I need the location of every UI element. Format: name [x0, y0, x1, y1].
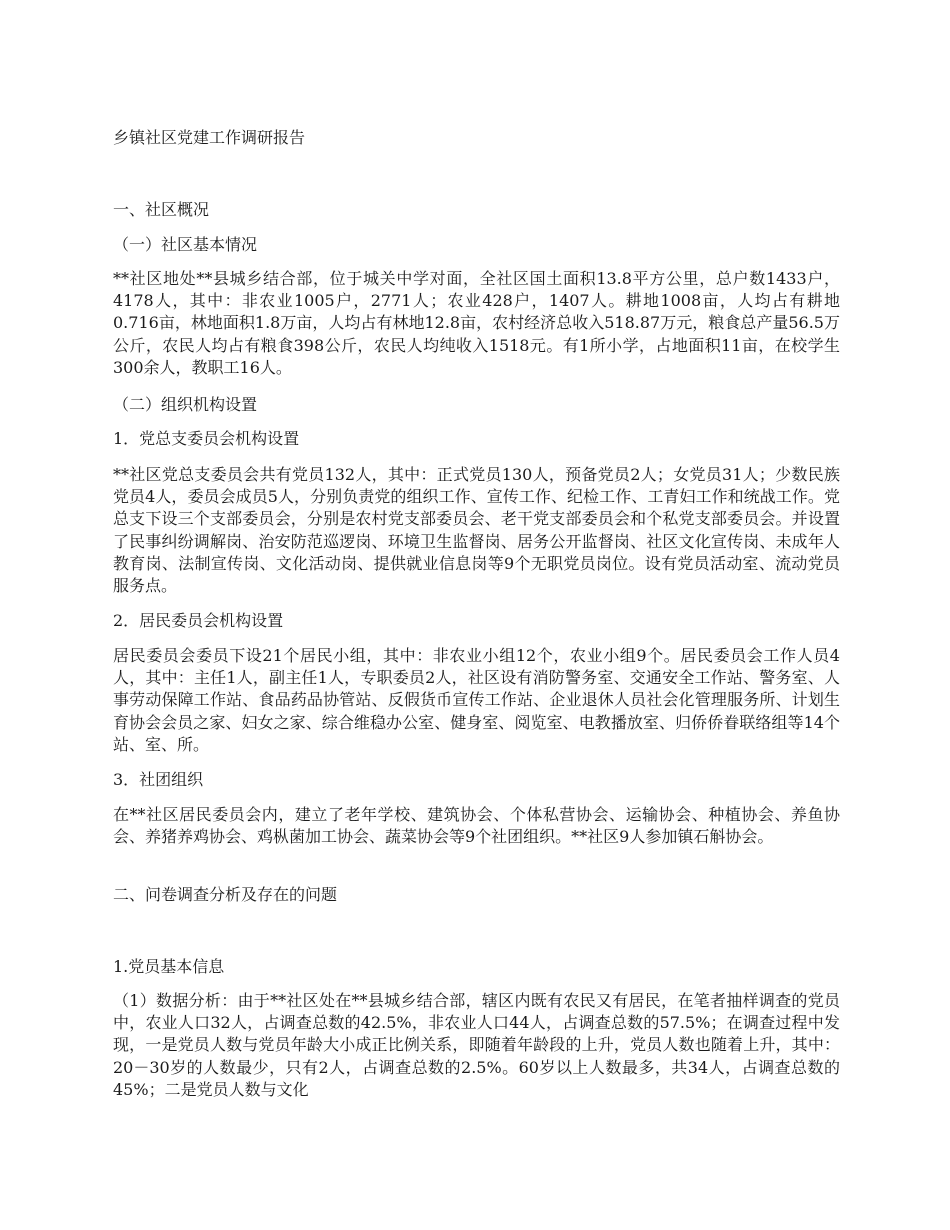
paragraph-basic-info: **社区地处**县城乡结合部，位于城关中学对面，全社区国土面积13.8平方公里，总户数1433户，4178人，其中：非农业1005户，2771人；农业428户，1407人。耕地1008亩，人均占有耕地0.716亩，林地面积1.8万亩，人均占有林地12.8亩，农村经济总收入518.87万元，粮食总产量56.5万公斤，农民人均占有粮食398公斤，农民人均纯收入1518元。有1所小学，占地面积11亩，在校学生300余人，教职工16人。 [113, 269, 840, 377]
item-heading-party-committee: 1．党总支委员会机构设置 [113, 429, 300, 448]
paragraph-residents-committee: 居民委员会委员下设21个居民小组，其中：非农业小组12个，农业小组9个。居民委员会工作人员4人，其中：主任1人，副主任1人，专职委员2人，社区设有消防警务室、交通安全工作站、警务室、人事劳动保障工作站、食品药品协管站、反假货币宣传工作站、企业退休人员社会化管理服务所、计划生育协会会员之家、妇女之家、综合维稳办公室、健身室、阅览室、电教播放室、归侨侨眷联络组等14个站、室、所。 [113, 646, 840, 754]
item-heading-residents-committee: 2．居民委员会机构设置 [113, 611, 284, 630]
document-title: 乡镇社区党建工作调研报告 [113, 128, 306, 147]
section-heading-overview: 一、社区概况 [113, 200, 210, 219]
item-heading-member-info: 1.党员基本信息 [113, 957, 225, 976]
paragraph-party-committee: **社区党总支委员会共有党员132人，其中：正式党员130人，预备党员2人；女党员31人；少数民族党员4人，委员会成员5人，分别负责党的组织工作、宣传工作、纪检工作、工青妇工作和统战工作。党总支下设三个支部委员会，分别是农村党支部委员会、老干党支部委员会和个私党支部委员会。并设置了民事纠纷调解岗、治安防范巡逻岗、环境卫生监督岗、居务公开监督岗、社区文化宣传岗、未成年人教育岗、法制宣传岗、文化活动岗、提供就业信息岗等9个无职党员岗位。设有党员活动室、流动党员服务点。 [113, 465, 840, 596]
subsection-heading-basic-info: （一）社区基本情况 [113, 235, 258, 254]
paragraph-member-info: （1）数据分析：由于**社区处在**县城乡结合部，辖区内既有农民又有居民，在笔者抽样调查的党员中，农业人口32人，占调查总数的42.5%，非农业人口44人，占调查总数的57.5%；在调查过程中发现，一是党员人数与党员年龄大小成正比例关系，即随着年龄段的上升，党员人数也随着上升，其中：20－30岁的人数最少，只有2人，占调查总数的2.5%。60岁以上人数最多，共34人，占调查总数的45%；二是党员人数与文化 [113, 991, 840, 1099]
item-heading-social-groups: 3．社团组织 [113, 770, 204, 789]
subsection-heading-organization: （二）组织机构设置 [113, 395, 258, 414]
section-heading-survey: 二、问卷调查分析及存在的问题 [113, 885, 338, 904]
paragraph-social-groups: 在**社区居民委员会内，建立了老年学校、建筑协会、个体私营协会、运输协会、种植协会、养鱼协会、养猪养鸡协会、鸡枞菌加工协会、蔬菜协会等9个社团组织。**社区9人参加镇石斛协会。 [113, 805, 840, 847]
